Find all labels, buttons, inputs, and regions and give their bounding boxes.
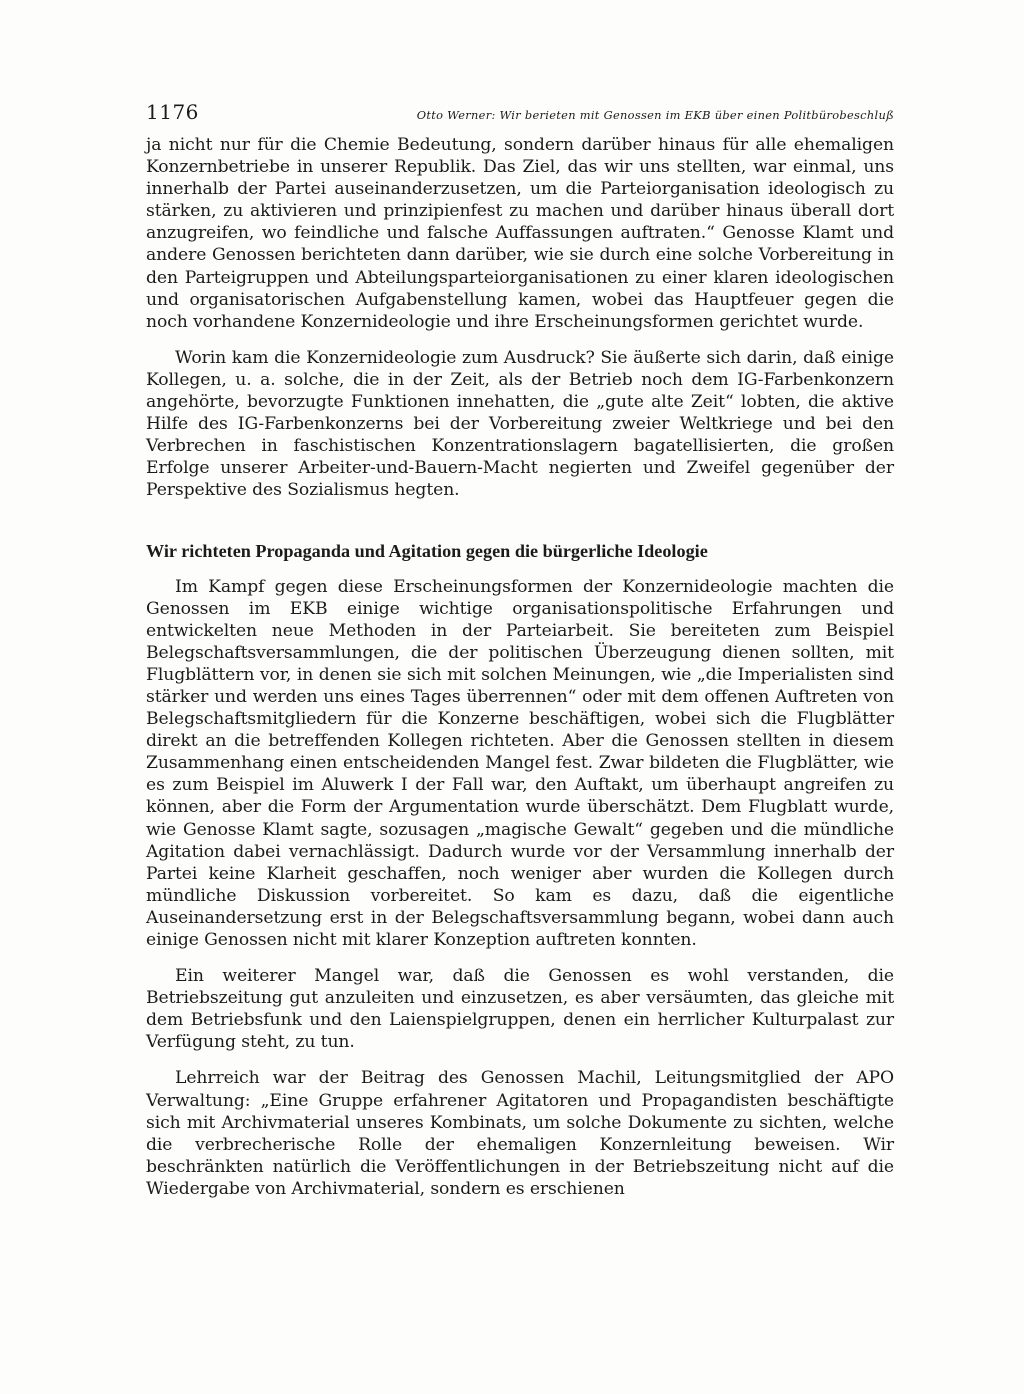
page-number: 1176: [146, 100, 199, 124]
running-title: Otto Werner: Wir berieten mit Genossen im EKB über einen Politbürobeschluß: [416, 108, 894, 122]
paragraph-spacer: [146, 333, 894, 347]
document-page: [146, 100, 894, 1200]
section-heading: Wir richteten Propaganda und Agitation gegen die bürgerliche Ideologie: [146, 540, 708, 561]
paragraph-spacer: [146, 951, 894, 965]
section-spacer: [146, 502, 894, 540]
paragraph-spacer: [146, 1053, 894, 1067]
paragraph-4: Ein weiterer Mangel war, daß die Genossen es wohl verstanden, die Betriebszeitung gut anzuleiten und einzusetzen, es aber versäumten, das gleiche mit dem Betriebsfunk und den Laienspielgruppen, denen ein herrlicher Kulturpalast zur Verfügung steht, zu tun.: [146, 966, 894, 1053]
paragraph-2: Worin kam die Konzernideologie zum Ausdruck? Sie äußerte sich darin, daß einige Kollegen, u. a. solche, die in der Zeit, als der Betrieb noch dem IG-Farbenkonzern angehörte, bevorzugte Funktionen innehatten, die „gute alte Zeit“ lobten, die aktive Hilfe des IG-Farbenkonzerns bei der Vorbereitung zweier Weltkriege und bei den Verbrechen in faschistischen Konzentrationslagern bagatellisierten, die großen Erfolge unserer Arbeiter-und-Bauern-Macht negierten und Zweifel gegenüber der Perspektive des Sozialismus hegten.: [146, 347, 894, 501]
paragraph-1: ja nicht nur für die Chemie Bedeutung, sondern darüber hinaus für alle ehemaligen Konzernbetriebe in unserer Republik. Das Ziel, das wir uns stellten, war einmal, uns innerhalb der Partei auseinanderzusetzen, um die Parteiorganisation ideologisch zu stärken, zu aktivieren und prinzipienfest zu machen und darüber hinaus überall dort anzugreifen, wo feindliche und falsche Auffassungen auftraten.“ Genosse Klamt und andere Genossen berichteten dann darüber, wie sie durch eine solche Vorbereitung in den Parteigruppen und Abteilungsparteiorganisationen zu einer klaren ideologischen und organisatorischen Aufgabenstellung kamen, wobei das Hauptfeuer gegen die noch vorhandene Konzernideologie und ihre Erscheinungsformen gerichtet wurde.: [146, 135, 894, 332]
running-header: [146, 100, 894, 134]
paragraph-3: Im Kampf gegen diese Erscheinungsformen der Konzernideologie machten die Genossen im EKB einige wichtige organisationspolitische Erfahrungen und entwickelten neue Methoden in der Parteiarbeit. Sie bereiteten zum Beispiel Belegschaftsversammlungen, die der politischen Überzeugung dienen sollten, mit Flugblättern vor, in denen sie sich mit solchen Meinungen, wie „die Imperialisten sind stärker und werden uns eines Tages überrennen“ oder mit dem offenen Auftreten von Belegschaftsmitgliedern für die Konzerne beschäftigen, wobei sich die Flugblätter direkt an die betreffenden Kollegen richteten. Aber die Genossen stellten in diesem Zusammenhang einen entscheidenden Mangel fest. Zwar bildeten die Flugblätter, wie es zum Beispiel im Aluwerk I der Fall war, den Auftakt, um überhaupt angreifen zu können, aber die Form der Argumentation wurde überschätzt. Dem Flugblatt wurde, wie Genosse Klamt sagte, sozusagen „magische Gewalt“ gegeben und die mündliche Agitation dabei vernachlässigt. Dadurch wurde vor der Versammlung innerhalb der Partei keine Klarheit geschaffen, noch weniger aber wurden die Kollegen durch mündliche Diskussion vorbereitet. So kam es dazu, daß die eigentliche Auseinandersetzung erst in der Belegschaftsversammlung begann, wobei dann auch einige Genossen nicht mit klarer Konzeption auftreten konnten.: [146, 576, 894, 950]
paragraph-5: Lehrreich war der Beitrag des Genossen Machil, Leitungsmitglied der APO Verwaltung: „Eine Gruppe erfahrener Agitatoren und Propagandisten beschäftigte sich mit Archivmaterial unseres Kombinats, um solche Dokumente zu sichten, welche die verbrecherische Rolle der ehemaligen Konzernleitung beweisen. Wir beschränkten natürlich die Veröffentlichungen in der Betriebszeitung nicht auf die Wiedergabe von Archivmaterial, sondern es erschienen: [146, 1068, 894, 1199]
